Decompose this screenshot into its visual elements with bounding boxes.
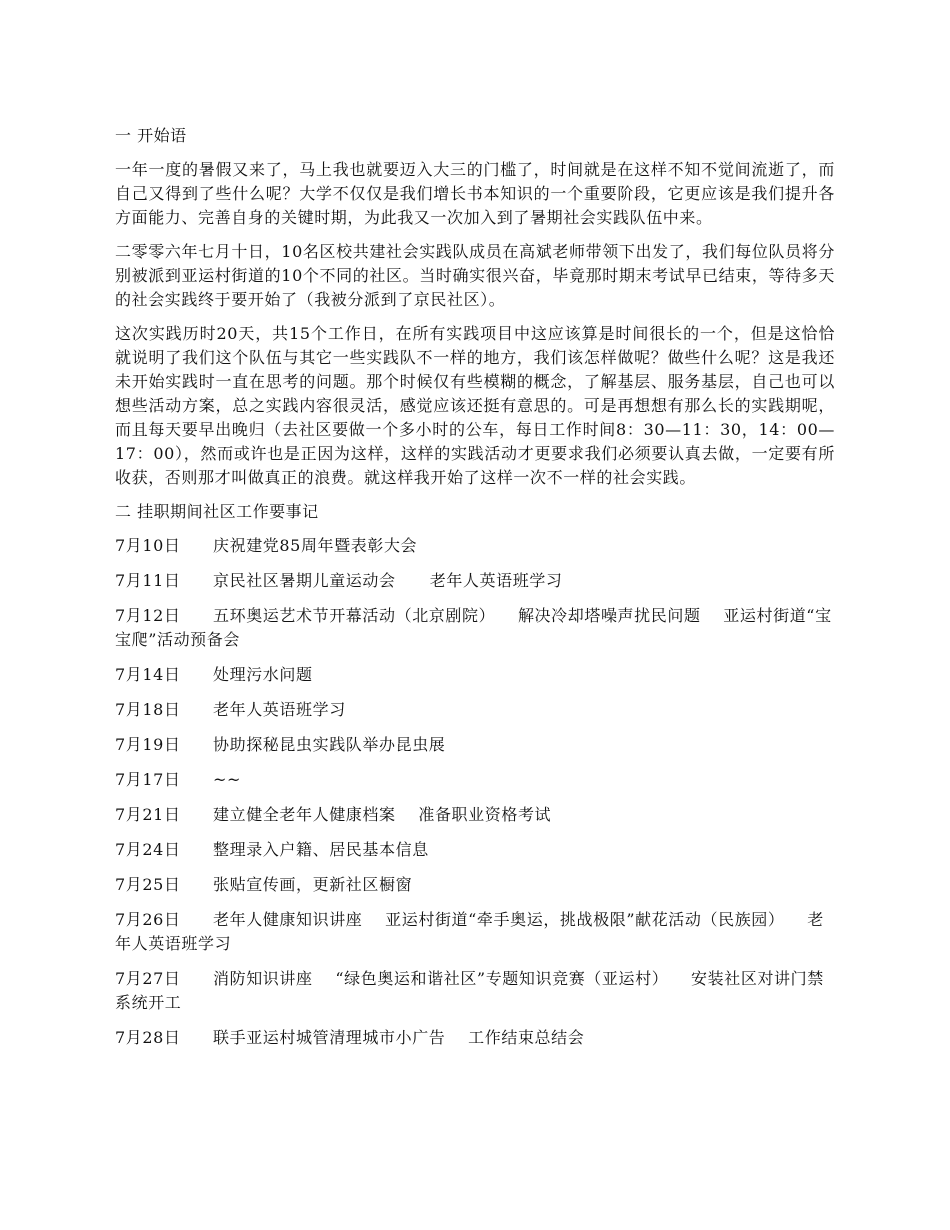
log-items: 庆祝建党85周年暨表彰大会: [213, 536, 418, 555]
document-page: [115, 124, 835, 1061]
paragraph-reflection: 这次实践历时20天，共15个工作日，在所有实践项目中这应该算是时间很长的一个，但是这恰恰就说明了我们这个队伍与其它一些实践队不一样的地方，我们该怎样做呢？做些什么呢？这是我还未开始实践时一直在思考的问题。那个时候仅有些模糊的概念，了解基层、服务基层，自己也可以想些活动方案，总之实践内容很灵活，感觉应该还挺有意思的。可是再想想有那么长的实践期呢，而且每天要早出晚归（去社区要做一个多小时的公车，每日工作时间8：30—11：30，14：00—17：00），然而或许也是正因为这样，这样的实践活动才更要求我们必须要认真去做，一定要有所收获，否则那才叫做真正的浪费。就这样我开始了这样一次不一样的社会实践。: [115, 324, 835, 487]
log-items: 张贴宣传画，更新社区橱窗: [213, 875, 413, 894]
log-entry: [115, 733, 835, 757]
log-entry: [115, 873, 835, 897]
section-heading-log: 二 挂职期间社区工作要事记: [115, 502, 319, 521]
log-items: ~~: [213, 770, 242, 789]
log-items: 处理污水问题: [213, 665, 313, 684]
log-entry: [115, 768, 835, 792]
log-entry: [115, 698, 835, 722]
log-items: 联手亚运村城管清理城市小广告 工作结束总结会: [213, 1028, 585, 1047]
section-heading-opening: 一 开始语: [115, 126, 187, 145]
log-date: 7月25日: [115, 875, 181, 894]
log-entry: [115, 1026, 835, 1050]
log-items: 协助探秘昆虫实践队举办昆虫展: [213, 735, 446, 754]
log-date: 7月10日: [115, 536, 181, 555]
log-date: 7月17日: [115, 770, 181, 789]
log-date: 7月19日: [115, 735, 181, 754]
log-entry: [115, 908, 835, 956]
log-date: 7月12日: [115, 606, 181, 625]
log-entry: [115, 663, 835, 687]
log-entry: [115, 803, 835, 827]
log-date: 7月18日: [115, 700, 181, 719]
log-entry: [115, 967, 835, 1015]
log-items: 老年人英语班学习: [213, 700, 346, 719]
log-date: 7月21日: [115, 805, 181, 824]
log-items: 京民社区暑期儿童运动会 老年人英语班学习: [213, 571, 563, 590]
log-items: 消防知识讲座 “绿色奥运和谐社区”专题知识竞赛（亚运村） 安装社区对讲门禁系统开工: [115, 969, 824, 1012]
log-entry: [115, 604, 835, 652]
log-entry: [115, 569, 835, 593]
log-date: 7月28日: [115, 1028, 181, 1047]
log-items: 整理录入户籍、居民基本信息: [213, 840, 429, 859]
log-date: 7月26日: [115, 910, 181, 929]
log-date: 7月27日: [115, 969, 181, 988]
log-items: 建立健全老年人健康档案 准备职业资格考试: [213, 805, 552, 824]
log-date: 7月24日: [115, 840, 181, 859]
log-entry: [115, 838, 835, 862]
log-date: 7月14日: [115, 665, 181, 684]
paragraph-departure: 二零零六年七月十日，10名区校共建社会实践队成员在高斌老师带领下出发了，我们每位队员将分别被派到亚运村街道的10个不同的社区。当时确实很兴奋，毕竟那时期末考试早已结束，等待多天的社会实践终于要开始了（我被分派到了京民社区）。: [115, 242, 835, 309]
log-items: 五环奥运艺术节开幕活动（北京剧院） 解决冷却塔噪声扰民问题 亚运村街道“宝宝爬”活动预备会: [115, 606, 832, 649]
log-date: 7月11日: [115, 571, 181, 590]
work-log-list: [115, 534, 835, 1050]
log-entry: [115, 534, 835, 558]
paragraph-intro: 一年一度的暑假又来了，马上我也就要迈入大三的门槛了，时间就是在这样不知不觉间流逝了，而自己又得到了些什么呢？大学不仅仅是我们增长书本知识的一个重要阶段，它更应该是我们提升各方面能力、完善自身的关键时期，为此我又一次加入到了暑期社会实践队伍中来。: [115, 160, 835, 227]
log-items: 老年人健康知识讲座 亚运村街道“牵手奥运，挑战极限”献花活动（民族园） 老年人英语班学习: [115, 910, 824, 953]
